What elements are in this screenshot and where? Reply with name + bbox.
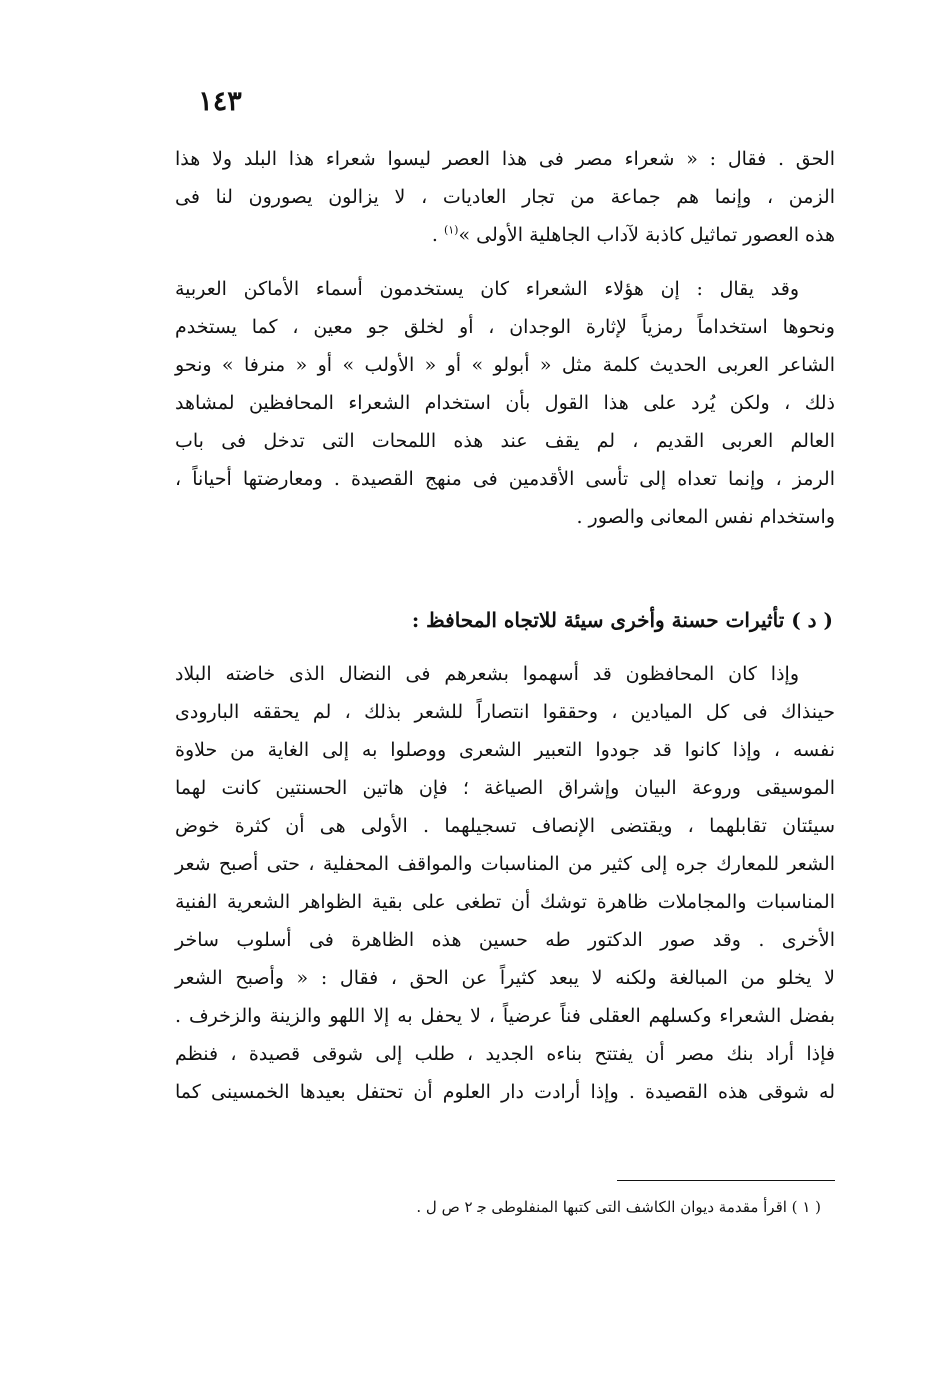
paragraph-line: الأخرى . وقد صور الدكتور طه حسين هذه الظاهرة فى أسلوب ساخر (175, 929, 835, 951)
paragraph-line-end: . (431, 224, 444, 246)
paragraph-quote-continuation (175, 140, 835, 254)
paragraph-line: بفضل الشعراء وكسلهم العقلى فناً عرضياً ، لا يحفل به إلا اللهو والزينة والزخرف . (175, 1005, 835, 1027)
paragraph-line: وإذا كان المحافظون قد أسهموا بشعرهم فى النضال الذى خاضته البلاد (175, 663, 799, 685)
paragraph-line: ونحوها استخداماً رمزياً لإثارة الوجدان ، أو لخلق جو معين ، كما يستخدم (175, 316, 835, 338)
paragraph-line (175, 216, 835, 254)
paragraph-line-text: هذه العصور تماثيل كاذبة لآداب الجاهلية الأولى » (458, 224, 835, 246)
paragraph-conservative-effects (175, 655, 835, 1111)
paragraph-line: الرمز ، وإنما تعداه إلى تأسى الأقدمين فى منهج القصيدة . ومعارضتها أحياناً ، (175, 468, 835, 490)
paragraph-line: سيئتان تقابلهما ، ويقتضى الإنصاف تسجيلهما . الأولى هى أن كثرة خوض (175, 815, 835, 837)
paragraph-line: له شوقى هذه القصيدة . وإذا أرادت دار العلوم أن تحتفل بعيدها الخمسينى كما (175, 1081, 835, 1103)
paragraph-line: المناسبات والمجاملات ظاهرة توشك أن تطغى على بقية الظواهر الشعرية الفنية (175, 891, 835, 913)
paragraph-line: العالم العربى القديم ، لم يقف عند هذه اللمحات التى تدخل فى باب (175, 430, 835, 452)
paragraph-line: وقد يقال : إن هؤلاء الشعراء كان يستخدمون أسماء الأماكن العربية (175, 278, 799, 300)
paragraph-line: نفسه ، وإذا كانوا قد جودوا التعبير الشعرى ووصلوا به إلى الغاية من حلاوة (175, 739, 835, 761)
footnote-reference: (١) (443, 223, 459, 237)
paragraph-line: الشاعر العربى الحديث كلمة مثل « أبولو » أو « الأولب » أو « منرفا » ونحو (175, 354, 835, 376)
paragraph-symbolic-usage (175, 270, 835, 536)
paragraph-line: حينذاك فى كل الميادين ، وحققوا انتصاراً للشعر بذلك ، لم يحققه البارودى (175, 701, 835, 723)
footnote-divider (617, 1180, 835, 1181)
paragraph-line: فإذا أراد بنك مصر أن يفتتح بناءه الجديد ، طلب إلى شوقى قصيدة ، فنظم (175, 1043, 835, 1065)
page-number: ١٤٣ (198, 86, 242, 117)
paragraph-line: لا يخلو من المبالغة ولكنه لا يبعد كثيراً عن الحق ، فقال : « وأصبح الشعر (175, 967, 835, 989)
paragraph-line: الشعر للمعارك جره إلى كثير من المناسبات والمواقف المحفلية ، حتى أصبح شعر (175, 853, 835, 875)
paragraph-line: الموسيقى وروعة البيان وإشراق الصياغة ؛ فإن هاتين الحسنتين كانت لهما (175, 777, 835, 799)
paragraph-line: الزمن ، وإنما هم جماعة من تجار العاديات ، لا يزالون يصورون لنا فى (175, 186, 835, 208)
paragraph-line: ذلك ، ولكن يُرد على هذا القول بأن استخدام الشعراء المحافظين لمشاهد (175, 392, 835, 414)
paragraph-line: واستخدام نفس المعانى والصور . (576, 506, 835, 528)
section-heading: ( د ) تأثيرات حسنة وأخرى سيئة للاتجاه المحافظ : (411, 608, 833, 632)
footnote: ( ١ ) اقرأ مقدمة ديوان الكاشف التى كتبها المنفلوطى ﺟ ٢ ص ل . (416, 1198, 821, 1216)
paragraph-line: الحق . فقال : « شعراء مصر فى هذا العصر ليسوا شعراء هذا البلد ولا هذا (175, 148, 835, 170)
